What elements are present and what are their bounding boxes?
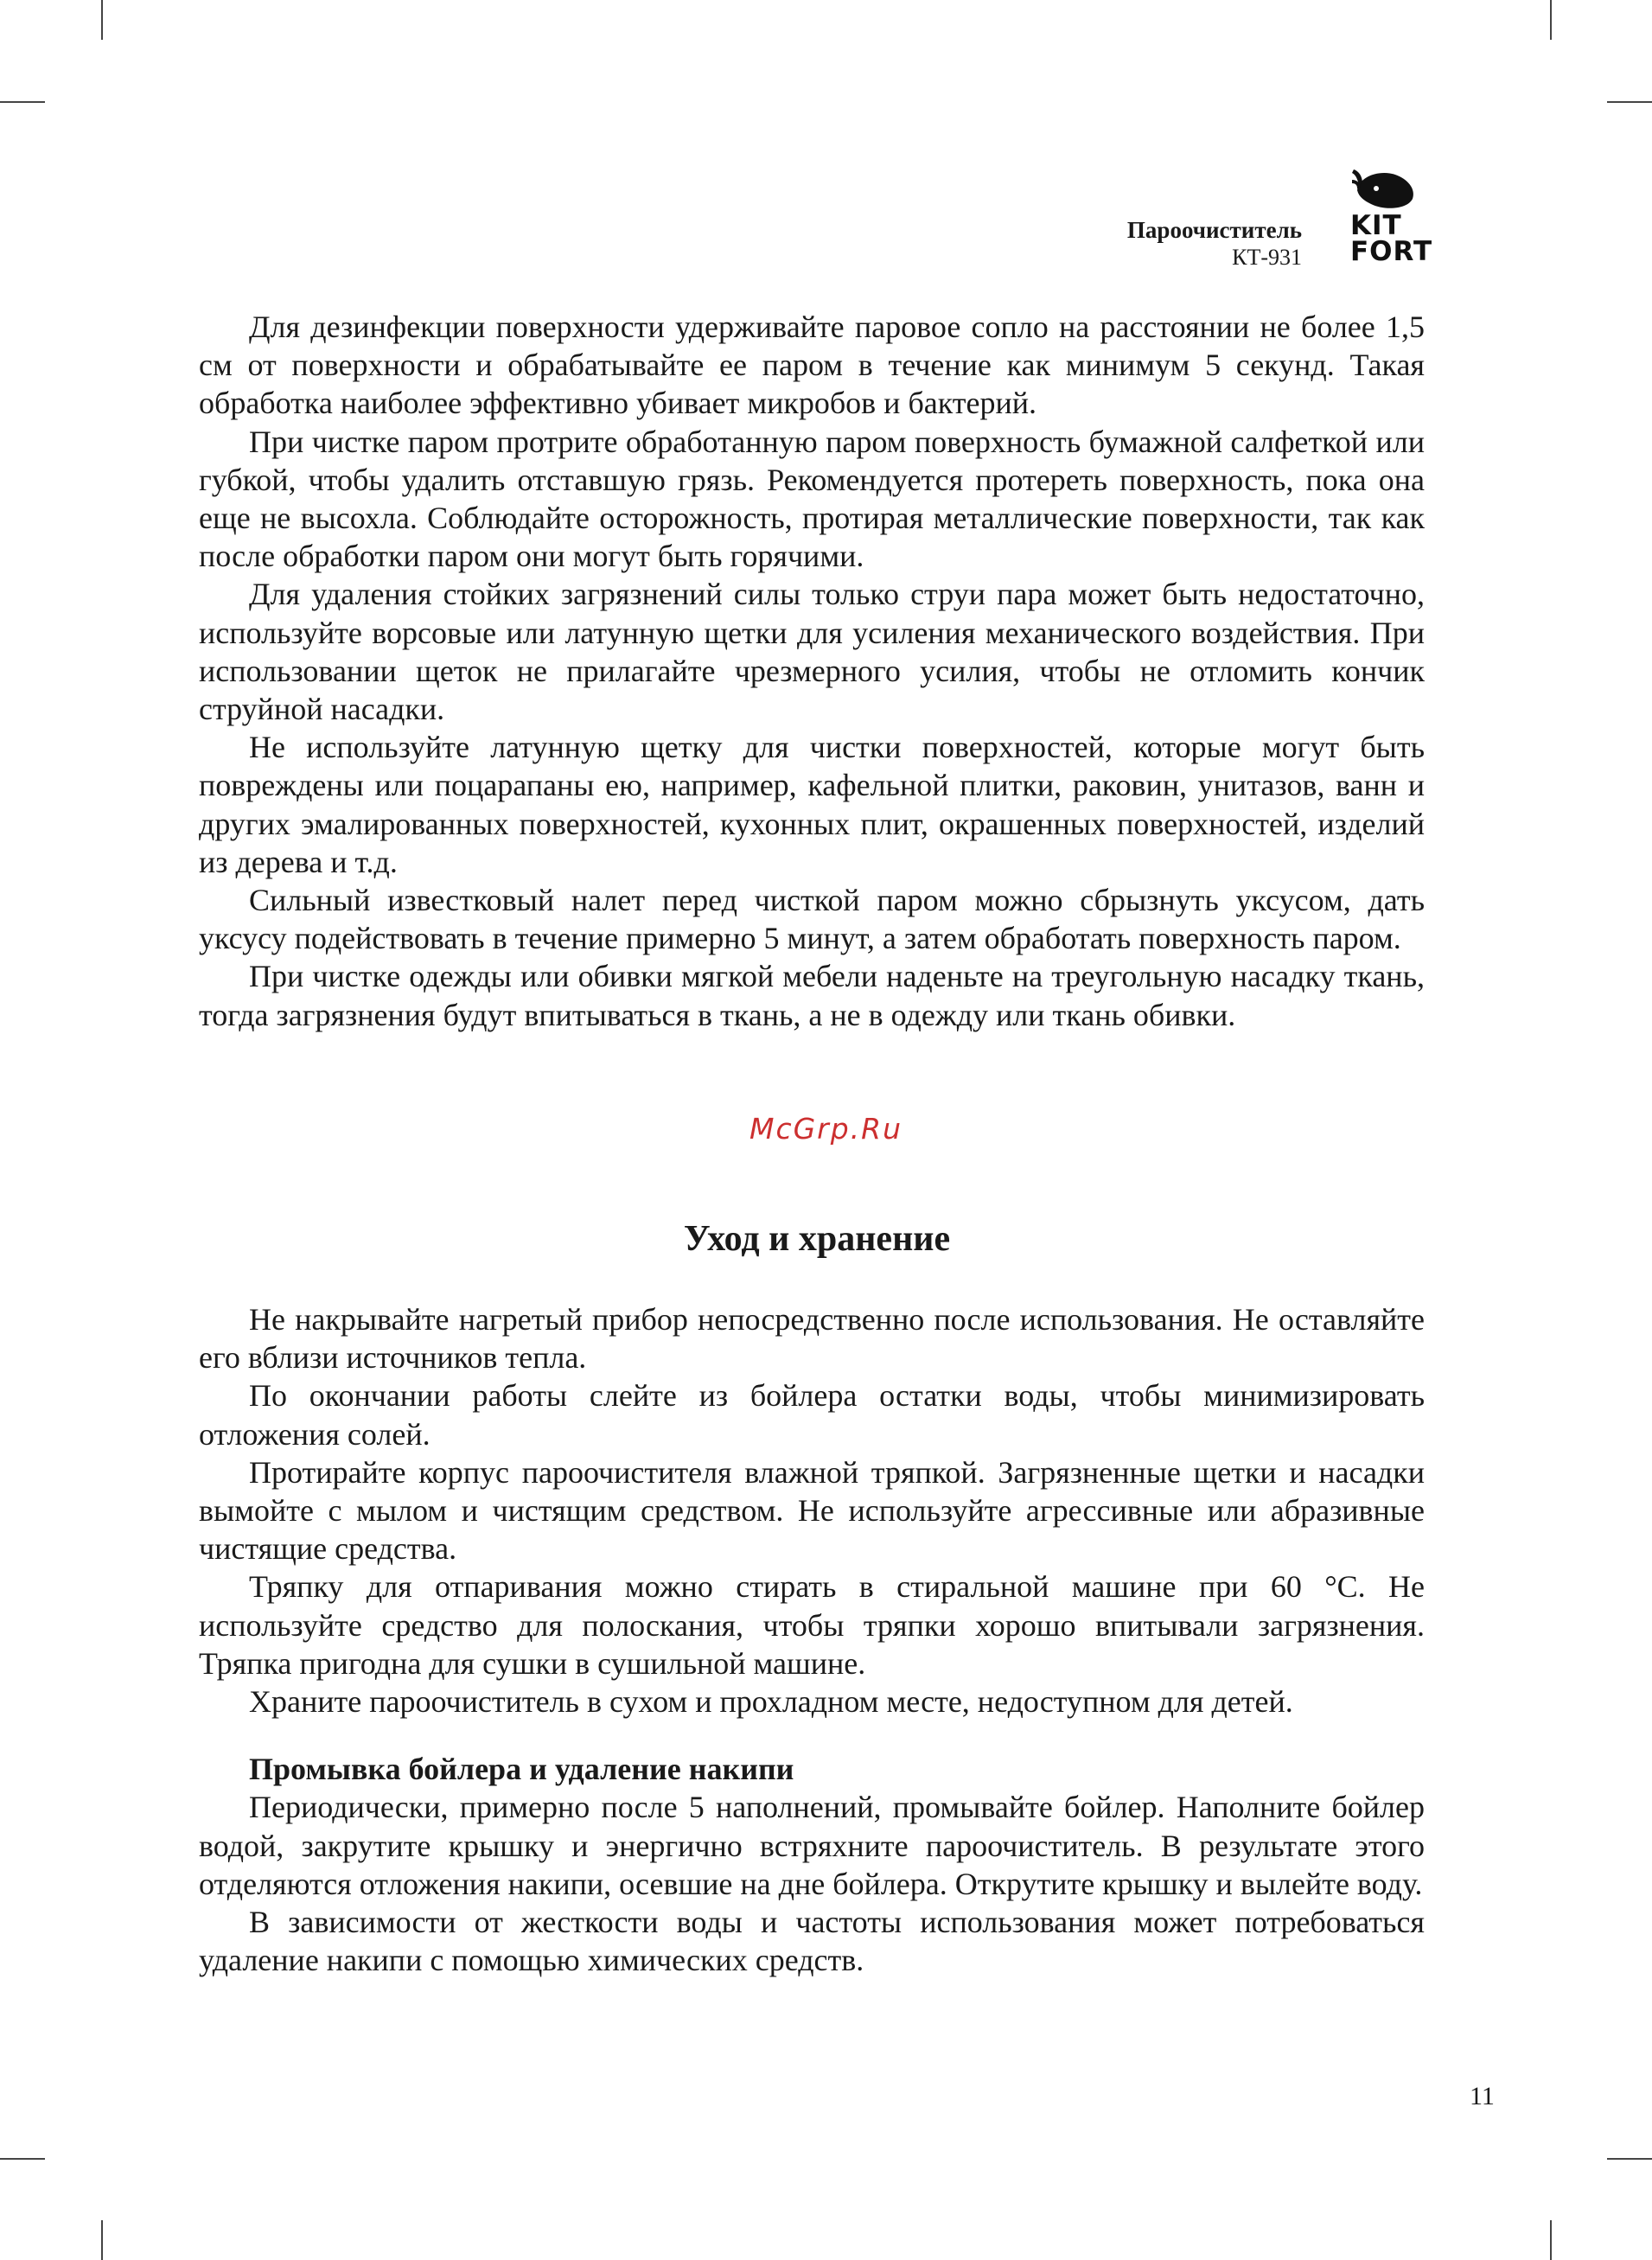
crop-mark <box>1550 2220 1552 2260</box>
paragraph: Не накрывайте нагретый прибор непосредственно после использования. Не оставляйте его вблизи источников тепла. <box>199 1302 1425 1376</box>
subsection-title: Промывка бойлера и удаление накипи <box>249 1752 794 1787</box>
page-header <box>1127 216 1302 271</box>
paragraph: Тряпку для отпаривания можно стирать в стиральной машине при 60 °С. Не используйте средство для полоскания, чтобы тряпки хорошо впитывали загрязнения. Тряпка пригодна для сушки в сушильной машине. <box>199 1569 1425 1681</box>
paragraph: Сильный известковый налет перед чисткой паром можно сбрызнуть уксусом, дать уксусу подействовать в течение примерно 5 минут, а затем обработать поверхность паром. <box>199 883 1425 956</box>
page-number: 11 <box>1470 2082 1495 2110</box>
watermark: McGrp.Ru <box>749 1112 903 1146</box>
paragraph: Периодически, примерно после 5 наполнений, промывайте бойлер. Наполните бойлер водой, закрутите крышку и энергично встряхните пароочиститель. В результате этого отделяются отложения накипи, осевшие на дне бойлера. Открутите крышку и вылейте воду. <box>199 1790 1425 1901</box>
whale-icon <box>1350 164 1419 213</box>
crop-mark <box>101 0 103 40</box>
paragraph: Для удаления стойких загрязнений силы только струи пара может быть недостаточно, используйте ворсовые или латунную щетки для усиления механического воздействия. При использовании щеток не прилагайте чрезмерного усилия, чтобы не отломить кончик струйной насадки. <box>199 577 1425 727</box>
kitfort-logo <box>1350 164 1437 265</box>
product-name: Пароочиститель <box>1126 217 1302 243</box>
crop-mark <box>0 101 45 103</box>
product-model: КТ-931 <box>1232 245 1302 270</box>
crop-mark <box>1550 0 1552 40</box>
logo-text-top: KIT <box>1350 210 1402 241</box>
paragraph: При чистке паром протрите обработанную паром поверхность бумажной салфеткой или губкой, чтобы удалить отставшую грязь. Рекомендуется протереть поверхность, пока она еще не высохла. Соблюдайте осторожность, протирая металлические поверхности, так как после обработки паром они могут быть горячими. <box>199 424 1425 574</box>
paragraph: По окончании работы слейте из бойлера остатки воды, чтобы минимизировать отложения солей. <box>199 1378 1425 1452</box>
paragraph: Для дезинфекции поверхности удерживайте паровое сопло на расстоянии не более 1,5 см от поверхности и обрабатывайте ее паром в течение как минимум 5 секунд. Такая обработка наиболее эффективно убивает микробов и бактерий. <box>199 310 1425 421</box>
crop-mark <box>1607 101 1652 103</box>
paragraph: В зависимости от жесткости воды и частоты использования может потребоваться удаление накипи с помощью химических средств. <box>199 1905 1425 1978</box>
crop-mark <box>101 2220 103 2260</box>
logo-text-bottom: FORT <box>1350 236 1433 267</box>
body-text-top <box>199 308 1425 1034</box>
crop-mark <box>0 2158 45 2160</box>
section-title: Уход и хранение <box>683 1219 951 1259</box>
paragraph: При чистке одежды или обивки мягкой мебели наденьте на треугольную насадку ткань, тогда загрязнения будут впитываться в ткань, а не в одежду или ткань обивки. <box>199 959 1425 1032</box>
paragraph: Протирайте корпус пароочистителя влажной тряпкой. Загрязненные щетки и насадки вымойте с мылом и чистящим средством. Не используйте агрессивные или абразивные чистящие средства. <box>199 1454 1425 1567</box>
paragraph: Храните пароочиститель в сухом и прохладном месте, недоступном для детей. <box>249 1684 1293 1720</box>
body-text-care <box>199 1300 1425 1979</box>
paragraph: Не используйте латунную щетку для чистки поверхностей, которые могут быть повреждены или поцарапаны ею, например, кафельной плитки, раковин, унитазов, ванн и других эмалированных поверхностей, кухонных плит, окрашенных поверхностей, изделий из дерева и т.д. <box>199 730 1425 879</box>
crop-mark <box>1607 2158 1652 2160</box>
